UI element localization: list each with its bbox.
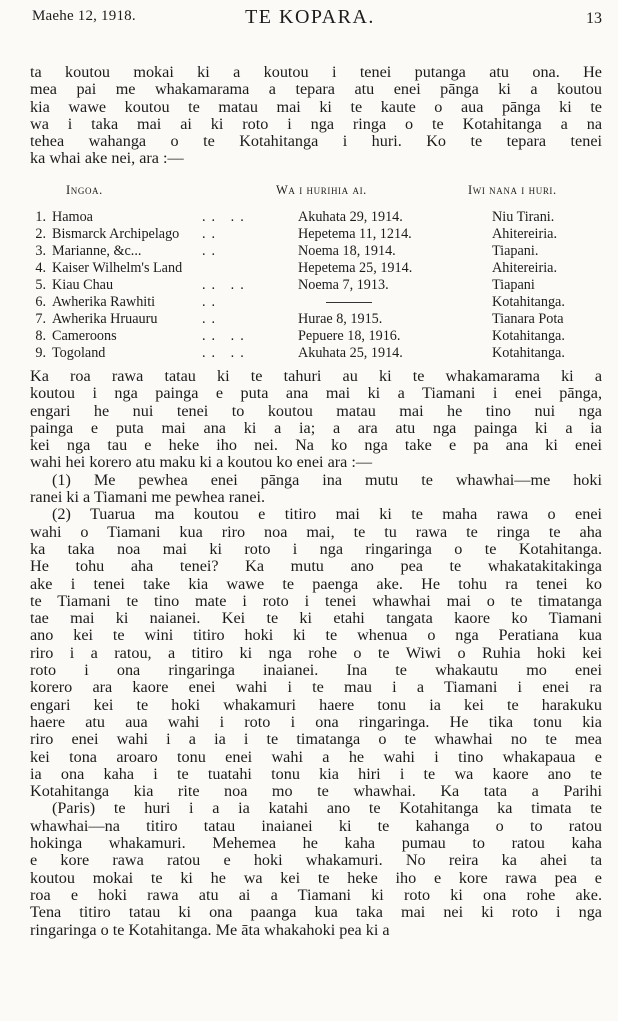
text-line: ranei ki a Tiamani me pewhea ranei. bbox=[30, 489, 266, 507]
text-line: tehea wahanga o te Kotahitanga i huri. Ko te tepara tenei bbox=[30, 133, 602, 151]
text-line: (2) Tuarua ma koutou e titiro mai ki te maha rawa o enei bbox=[52, 506, 602, 524]
row-number: 8. bbox=[35, 328, 46, 344]
table-row bbox=[30, 260, 602, 276]
page-number: 13 bbox=[586, 10, 602, 27]
body-text bbox=[30, 368, 602, 939]
capture-date: Noema 7, 1913. bbox=[298, 277, 389, 293]
table-row bbox=[30, 345, 602, 361]
text-line: tae mai ki naianei. Kei te ki etahi tangata kaore ko Tiamani bbox=[30, 610, 602, 628]
capture-date: Hepetema 25, 1914. bbox=[298, 260, 413, 276]
publication-title: TE KOPARA. bbox=[245, 6, 375, 28]
text-line: roto i ona ringaringa inaianei. Ina te whakautu mo enei bbox=[30, 662, 602, 680]
text-line: haere atu aua wahi i roto i ona ringaringa. He tika tonu kia bbox=[30, 713, 602, 731]
captured-by: Ahitereiria. bbox=[492, 260, 557, 276]
territory-name: Cameroons bbox=[52, 328, 117, 344]
text-line: wa i taka mai ai ki roto i nga ringa o te Kotahitanga a na bbox=[30, 115, 602, 133]
text-line: te Tiamani te tino mate i roto i tenei whawhai mai o te timatanga bbox=[30, 592, 602, 610]
text-line: Ka roa rawa tatau ki te tahuri au ki te whakamarama ki a bbox=[30, 368, 602, 385]
captured-by: Kotahitanga. bbox=[492, 328, 565, 344]
text-line: engari kei te hoki whakamuri haere tonu ia kei te harakuku bbox=[30, 696, 602, 714]
row-number: 3. bbox=[35, 243, 46, 259]
leader-dots: .. .. bbox=[202, 345, 250, 361]
text-line: hokinga whakamuri. Mehemea he kaha pumau to ratou kaha bbox=[30, 835, 602, 853]
text-line: ka whai ake nei, ara :— bbox=[30, 150, 184, 168]
table-row bbox=[30, 294, 602, 310]
leader-dots: .. .. bbox=[202, 209, 250, 225]
text-line: korero ara kaore enei wahi i te mau i a Tiamani i enei ra bbox=[30, 679, 602, 697]
text-line: whawhai—na titiro tatau inaianei ki te kahanga o to ratou bbox=[30, 817, 602, 835]
territory-name: Kiau Chau bbox=[52, 277, 114, 293]
text-line: riro i a ratou, a titiro ki nga rohe o te Wiwi o Ruhia hoki kei bbox=[30, 644, 602, 662]
leader-dots: .. .. bbox=[202, 328, 250, 344]
text-line: kei nga tau e heke iho nei. Na ko nga take e pa ana ki enei bbox=[30, 437, 602, 455]
captured-by: Tiapani. bbox=[492, 243, 539, 259]
leader-dots: .. .. bbox=[202, 277, 250, 293]
territory-name: Awherika Hruauru bbox=[52, 311, 158, 327]
text-line: mea pai me whakamarama a tepara atu enei pānga ki a koutou bbox=[30, 81, 602, 99]
row-number: 6. bbox=[35, 294, 46, 310]
text-line: wahi o Tiamani kua riro noa mai, te tu rawa te ringa te aha bbox=[30, 523, 602, 541]
table-row bbox=[30, 243, 602, 259]
row-number: 2. bbox=[35, 226, 46, 242]
text-line: engari he nui tenei to koutou matau mai he tino nui nga bbox=[30, 402, 602, 420]
column-header-date: Wa i hurihia ai. bbox=[276, 183, 367, 197]
text-line: koutou i nga painga e puta ana mai ki a Tiamani i enei pānga, bbox=[30, 385, 602, 403]
table-row bbox=[30, 328, 602, 344]
leader-dots: .. bbox=[202, 243, 222, 259]
captured-by: Tianara Pota bbox=[492, 311, 564, 327]
text-line: kia wawe koutou te matau mai ki te kaute o aua pānga ki te bbox=[30, 98, 602, 116]
text-line: roa e hoki rawa atu ai a Tiamani ki roto ki ona rohe ake. bbox=[30, 886, 602, 904]
text-line: Tena titiro tatau ki ona paanga kua taka mai nei ki roto i nga bbox=[30, 904, 602, 922]
captured-by: Kotahitanga. bbox=[492, 345, 565, 361]
text-line: painga e puta mai ana ki a ia; a ara atu nga painga ki a ia bbox=[30, 419, 602, 437]
row-number: 1. bbox=[35, 209, 46, 225]
table-row bbox=[30, 226, 602, 242]
table-row bbox=[30, 209, 602, 225]
capture-date: Hepetema 11, 1214. bbox=[298, 226, 412, 242]
captured-by: Tiapani bbox=[492, 277, 535, 293]
row-number: 4. bbox=[35, 260, 46, 276]
territory-name: Awherika Rawhiti bbox=[52, 294, 156, 310]
territories-table bbox=[30, 183, 602, 361]
text-line: ringaringa o te Kotahitanga. Me āta whakahoki pea ki a bbox=[30, 921, 390, 939]
capture-date: Pepuere 18, 1916. bbox=[298, 328, 401, 344]
column-header-name: Ingoa. bbox=[66, 183, 103, 197]
captured-by: Niu Tirani. bbox=[492, 209, 555, 225]
row-number: 5. bbox=[35, 277, 46, 293]
text-line: ano kei te wini titiro hoki ki te whenua o nga Peratiana kua bbox=[30, 627, 602, 645]
text-line: (1) Me pewhea enei pānga ina mutu te whawhai—me hoki bbox=[52, 471, 602, 489]
page-header bbox=[18, 6, 602, 32]
text-line: koutou mokai te ki he wa kei te heke iho e kore rawa pea e bbox=[30, 869, 602, 887]
text-line: ia ona kaha i te tuatahi tonu kia hiri i te wa kaore ano te bbox=[30, 765, 602, 783]
capture-date: Akuhata 29, 1914. bbox=[298, 209, 403, 225]
intro-paragraph bbox=[30, 64, 602, 168]
issue-date: Maehe 12, 1918. bbox=[32, 8, 136, 24]
territory-name: Bismarck Archipelago bbox=[52, 226, 180, 242]
text-line: Kotahitanga kia rite noa mo te whawhai. Ka tata a Parihi bbox=[30, 783, 602, 801]
text-line: ake i tenei take kia wawe te paenga ake. He tohu ra tenei ko bbox=[30, 575, 602, 593]
territory-name: Togoland bbox=[52, 345, 106, 361]
text-line: He tohu aha tenei? Ka mutu ano pea te whakatakitakinga bbox=[30, 558, 602, 576]
capture-date: Akuhata 25, 1914. bbox=[298, 345, 403, 361]
captured-by: Ahitereiria. bbox=[492, 226, 557, 242]
leader-dots: .. bbox=[202, 294, 222, 310]
capture-date: Noema 18, 1914. bbox=[298, 243, 396, 259]
date-dash bbox=[326, 302, 372, 303]
capture-date: Hurae 8, 1915. bbox=[298, 311, 383, 327]
captured-by: Kotahitanga. bbox=[492, 294, 565, 310]
table-row bbox=[30, 311, 602, 327]
text-line: (Paris) te huri i a ia katahi ano te Kotahitanga ka timata te bbox=[52, 800, 602, 818]
text-line: wahi hei korero atu maku ki a koutou ko enei ara :— bbox=[30, 454, 373, 472]
row-number: 7. bbox=[35, 311, 46, 327]
table-row bbox=[30, 277, 602, 293]
leader-dots: .. bbox=[202, 311, 222, 327]
territory-name: Marianne, &c... bbox=[52, 243, 142, 259]
column-header-iwi: Iwi nana i huri. bbox=[468, 183, 557, 197]
text-line: ka taka noa mai ki roto i nga ringaringa o te Kotahitanga. bbox=[30, 540, 602, 558]
text-line: e kore rawa ratou e hoki whakamuri. No reira ka ahei ta bbox=[30, 852, 602, 870]
row-number: 9. bbox=[35, 345, 46, 361]
territory-name: Kaiser Wilhelm's Land bbox=[52, 260, 183, 276]
text-line: kei tona aroaro tonu enei wahi a he wahi i tino whakapaua e bbox=[30, 748, 602, 766]
territory-name: Hamoa bbox=[52, 209, 93, 225]
leader-dots: .. bbox=[202, 226, 222, 242]
text-line: ta koutou mokai ki a koutou i tenei putanga atu ona. He bbox=[30, 64, 602, 81]
text-line: riro enei wahi i a ia i te timatanga o te whawhai no te mea bbox=[30, 731, 602, 749]
